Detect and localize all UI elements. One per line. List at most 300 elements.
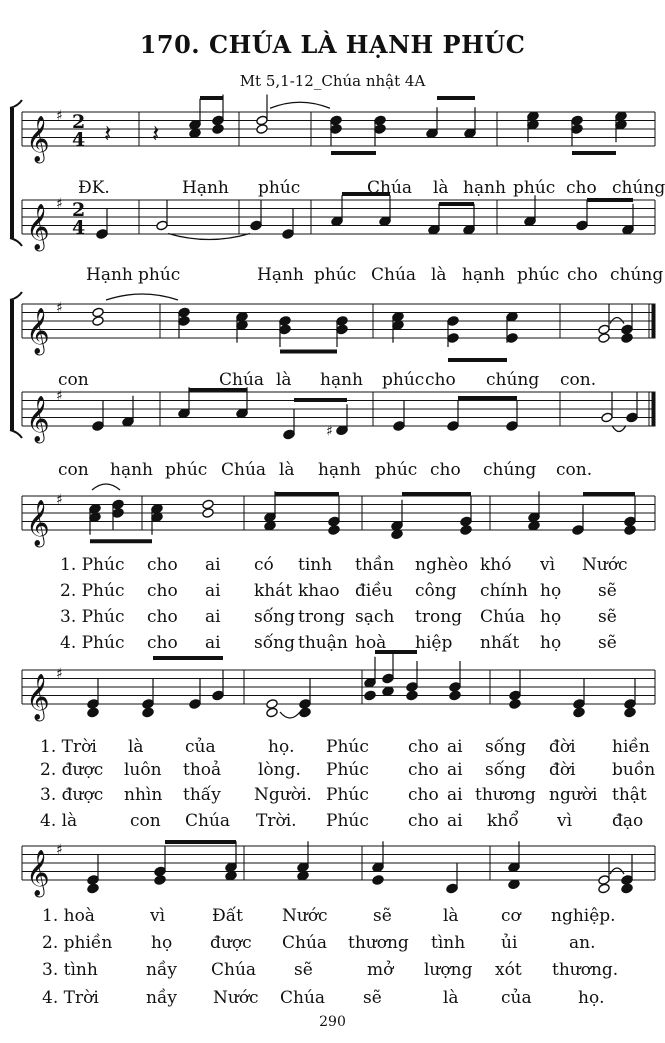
lyric-word: thần (355, 555, 395, 575)
note-head (331, 216, 343, 227)
note-head (372, 875, 384, 886)
lyric-word: sống (485, 760, 526, 780)
quarter-rest-icon: 𝄽 (104, 119, 112, 148)
note-head (527, 111, 539, 122)
lyric-word: nầy (146, 960, 177, 980)
lyric-word: Chúa (221, 460, 267, 480)
beam (200, 96, 223, 100)
lyric-word: nghiệp. (551, 906, 616, 926)
note-head (509, 699, 521, 710)
sharp-accidental-icon: ♯ (326, 423, 333, 440)
note-head (336, 425, 348, 436)
note-head (624, 516, 636, 527)
note-head (449, 682, 461, 693)
system-bracket (10, 300, 14, 430)
lyric-word: đạo (612, 811, 644, 831)
lyric-word: họ (540, 607, 562, 627)
lyric-word: hạnh (462, 265, 505, 285)
note-head (297, 862, 309, 873)
lyric-word: nghèo (415, 555, 469, 575)
song-subtitle: Mt 5,1-12_Chúa nhật 4A (239, 72, 426, 90)
note-head (571, 124, 583, 135)
note-head (282, 229, 294, 240)
note-head (392, 320, 404, 331)
lyric-word: Chúa (367, 178, 413, 198)
treble-clef-icon: 𝄞 (26, 204, 50, 250)
note-head (266, 707, 278, 718)
lyric-word: sẽ (598, 633, 617, 653)
final-barline (652, 304, 655, 338)
note-head (426, 128, 438, 139)
lyric-word: hạnh (318, 460, 361, 480)
key-sharp-icon: ♯ (56, 300, 63, 316)
lyric-word: ai (447, 737, 463, 757)
treble-clef-icon: 𝄞 (26, 674, 50, 720)
bracket-hook (10, 100, 22, 108)
lyric-word: khổ (487, 811, 519, 831)
note-head (622, 224, 634, 235)
time-signature-top: 2 (72, 111, 86, 133)
note-head (236, 408, 248, 419)
beam (583, 492, 635, 496)
note-head (266, 699, 278, 710)
lyric-word: của (185, 737, 216, 757)
lyric-word: họ. (578, 988, 605, 1008)
lyric-word: thương (475, 785, 536, 805)
note-head (328, 516, 340, 527)
note-head (364, 690, 376, 701)
lyric-word: con (58, 370, 89, 390)
note-head (598, 883, 610, 894)
note-head (463, 224, 475, 235)
lyric-word: thuận (298, 633, 348, 653)
note-head (189, 119, 201, 130)
time-signature-bottom: 4 (72, 217, 86, 239)
note-head (508, 862, 520, 873)
lyric-word: họ. (268, 737, 295, 757)
lyric-word: 1. Trời (40, 737, 97, 757)
lyric-word: hạnh (110, 460, 153, 480)
lyric-word: công (415, 581, 457, 601)
note-head (87, 699, 99, 710)
note-head (89, 503, 101, 514)
note-head (330, 124, 342, 135)
lyric-word: điều (355, 581, 393, 601)
note-head (92, 307, 104, 318)
lyric-word: Hạnh (86, 265, 133, 285)
key-sharp-icon: ♯ (56, 492, 63, 508)
lyric-word: là (128, 737, 144, 757)
system-bracket (10, 108, 14, 238)
note-head (202, 499, 214, 510)
note-head (92, 316, 104, 327)
beam (90, 539, 152, 543)
note-head (189, 699, 201, 710)
lyric-word: cho (408, 737, 439, 757)
beam (280, 350, 337, 354)
lyric-word: hạnh (320, 370, 363, 390)
note-head (447, 316, 459, 327)
lyric-word: trong (415, 607, 463, 627)
lyric-word: Nước (282, 906, 328, 926)
lyric-word: là (276, 370, 292, 390)
note-head (189, 128, 201, 139)
note-head (236, 320, 248, 331)
tie (92, 484, 120, 490)
lyric-word: luôn (124, 760, 162, 780)
lyric-word: Chúa (371, 265, 417, 285)
bracket-hook (10, 430, 22, 438)
note-head (393, 421, 405, 432)
lyric-word: sống (254, 633, 295, 653)
lyric-word: Hạnh (257, 265, 304, 285)
note-head (598, 875, 610, 886)
lyric-word: khó (480, 555, 512, 575)
lyric-word: vì (557, 811, 573, 831)
note-head (598, 324, 610, 335)
lyric-word: ai (205, 633, 221, 653)
lyric-word: cho (147, 581, 178, 601)
lyric-word: sẽ (363, 988, 382, 1008)
lyric-word: tinh (298, 555, 333, 575)
lyric-word: chúng (610, 265, 664, 285)
lyric-word: cho (147, 633, 178, 653)
lyric-word: cho (147, 555, 178, 575)
tie (106, 294, 178, 300)
beam (458, 396, 517, 400)
note-head (406, 682, 418, 693)
time-signature-bottom: 4 (72, 129, 86, 151)
lyric-word: phúc (375, 460, 418, 480)
beam (165, 840, 236, 844)
note-head (571, 115, 583, 126)
treble-clef-icon: 𝄞 (26, 308, 50, 354)
lyric-word: sống (485, 737, 526, 757)
lyric-word: vì (150, 906, 166, 926)
note-head (601, 412, 613, 423)
lyric-word: ai (447, 760, 463, 780)
lyric-word: nầy (146, 988, 177, 1008)
note-head (156, 220, 168, 231)
lyric-word: Chúa (219, 370, 265, 390)
lyric-word: sẽ (598, 581, 617, 601)
lyric-word: cho (408, 760, 439, 780)
note-head (87, 707, 99, 718)
lyric-word: là (443, 906, 459, 926)
lyric-word: xót (495, 960, 522, 980)
note-head (283, 429, 295, 440)
lyric-word: thoả (183, 760, 222, 780)
lyric-word: ai (205, 607, 221, 627)
tie (270, 102, 330, 108)
lyric-word: mở (367, 960, 394, 980)
note-head (256, 115, 268, 126)
lyric-word: con (130, 811, 161, 831)
beam (572, 151, 616, 155)
note-head (528, 512, 540, 523)
note-head (142, 699, 154, 710)
note-head (256, 124, 268, 135)
lyric-word: 3. tình (42, 960, 98, 980)
note-head (264, 520, 276, 531)
lyric-word: ĐK. (78, 178, 110, 198)
note-head (406, 690, 418, 701)
lyric-word: thật (612, 785, 647, 805)
note-head (506, 311, 518, 322)
note-head (225, 862, 237, 873)
note-head (447, 421, 459, 432)
lyric-word: Phúc (326, 760, 369, 780)
lyric-word: an. (569, 933, 596, 953)
lyric-word: chính (480, 581, 528, 601)
lyric-word: phúc (513, 178, 556, 198)
lyric-word: 4. là (40, 811, 78, 831)
lyric-word: hạnh (463, 178, 506, 198)
note-head (264, 512, 276, 523)
lyric-word: Đất (212, 906, 243, 926)
lyric-word: Phúc (326, 811, 369, 831)
note-head (87, 883, 99, 894)
note-head (212, 115, 224, 126)
note-head (250, 220, 262, 231)
key-sharp-icon: ♯ (56, 108, 63, 124)
lyric-word: là (433, 178, 449, 198)
beam (587, 198, 633, 202)
note-head (154, 866, 166, 877)
treble-clef-icon: 𝄞 (26, 500, 50, 546)
lyric-word: Chúa (480, 607, 526, 627)
lyric-word: sẽ (598, 607, 617, 627)
tie (280, 712, 300, 718)
note-head (299, 699, 311, 710)
note-head (225, 870, 237, 881)
bracket-hook (10, 292, 22, 300)
beam (153, 656, 223, 660)
lyric-word: thấy (183, 785, 221, 805)
lyric-word: ai (447, 811, 463, 831)
lyric-word: phúc (517, 265, 560, 285)
note-head (621, 324, 633, 335)
lyric-word: sẽ (373, 906, 392, 926)
note-head (506, 421, 518, 432)
lyric-word: 2. được (40, 760, 104, 780)
lyric-word: phúc (382, 370, 425, 390)
note-head (447, 333, 459, 344)
lyric-word: ai (205, 555, 221, 575)
lyric-word: 4. Trời (42, 988, 99, 1008)
note-head (528, 520, 540, 531)
song-title: 170. CHÚA LÀ HẠNH PHÚC (139, 30, 526, 59)
note-head (626, 412, 638, 423)
note-head (573, 707, 585, 718)
lyric-word: cho (430, 460, 461, 480)
note-head (382, 686, 394, 697)
note-head (446, 883, 458, 894)
note-head (573, 699, 585, 710)
key-sharp-icon: ♯ (56, 196, 63, 212)
lyric-word: khát (254, 581, 293, 601)
lyric-word: ủi (501, 933, 518, 953)
note-head (624, 525, 636, 536)
note-head (624, 707, 636, 718)
lyric-word: Người. (254, 785, 312, 805)
lyric-word: Chúa (185, 811, 231, 831)
note-head (212, 124, 224, 135)
lyric-word: 4. Phúc (60, 633, 125, 653)
note-head (328, 525, 340, 536)
note-head (279, 324, 291, 335)
beam (402, 492, 471, 496)
note-head (330, 115, 342, 126)
note-head (236, 311, 248, 322)
note-head (364, 677, 376, 688)
lyric-word: hiền (612, 737, 650, 757)
note-head (428, 224, 440, 235)
lyric-word: Nước (213, 988, 259, 1008)
note-head (122, 416, 134, 427)
beam (437, 96, 475, 100)
note-head (372, 862, 384, 873)
lyric-word: thương. (552, 960, 619, 980)
lyric-word: Hạnh (182, 178, 229, 198)
note-head (178, 408, 190, 419)
lyric-word: ai (205, 581, 221, 601)
lyric-word: chúng (612, 178, 665, 198)
note-head (464, 128, 476, 139)
lyric-word: khao (298, 581, 340, 601)
lyric-word: người (549, 785, 598, 805)
lyric-word: hiệp (415, 633, 453, 653)
lyric-word: ai (447, 785, 463, 805)
lyric-word: nhất (480, 633, 520, 653)
note-head (336, 324, 348, 335)
lyric-word: phúc (165, 460, 208, 480)
lyric-word: cho (566, 178, 597, 198)
note-head (336, 316, 348, 327)
note-head (621, 333, 633, 344)
note-head (527, 119, 539, 130)
lyric-word: cho (408, 785, 439, 805)
note-head (382, 673, 394, 684)
lyric-word: họ (540, 633, 562, 653)
lyric-word: được (210, 933, 252, 953)
note-head (509, 690, 521, 701)
note-head (508, 879, 520, 890)
note-head (576, 220, 588, 231)
lyric-word: phúc (138, 265, 181, 285)
beam (331, 151, 376, 155)
note-head (96, 229, 108, 240)
lyric-word: 1. hoà (42, 906, 95, 926)
note-head (374, 124, 386, 135)
lyric-word: hoà (355, 633, 387, 653)
lyric-word: con (58, 460, 89, 480)
lyric-word: vì (540, 555, 556, 575)
lyric-word: đời (549, 760, 576, 780)
note-head (154, 875, 166, 886)
note-head (299, 707, 311, 718)
note-head (142, 707, 154, 718)
lyric-word: trong (298, 607, 346, 627)
lyric-word: Chúa (280, 988, 326, 1008)
lyric-word: 3. Phúc (60, 607, 125, 627)
lyric-word: phúc (314, 265, 357, 285)
page-number: 290 (319, 1014, 346, 1030)
note-head (460, 525, 472, 536)
note-head (524, 216, 536, 227)
note-head (615, 111, 627, 122)
lyric-word: con. (556, 460, 593, 480)
note-head (621, 875, 633, 886)
beam (448, 358, 507, 362)
time-signature-top: 2 (72, 199, 86, 221)
note-head (506, 333, 518, 344)
note-head (112, 499, 124, 510)
note-head (460, 516, 472, 527)
final-barline (652, 392, 655, 426)
lyric-word: cho (567, 265, 598, 285)
lyric-word: cho (147, 607, 178, 627)
note-head (615, 119, 627, 130)
quarter-rest-icon: 𝄽 (152, 119, 160, 148)
note-head (392, 311, 404, 322)
lyric-word: đời (549, 737, 576, 757)
lyric-word: họ (151, 933, 173, 953)
lyric-word: nhìn (124, 785, 163, 805)
treble-clef-icon: 𝄞 (26, 116, 50, 162)
note-head (151, 503, 163, 514)
key-sharp-icon: ♯ (56, 666, 63, 682)
lyric-word: sống (254, 607, 295, 627)
lyric-word: Phúc (326, 737, 369, 757)
note-head (212, 690, 224, 701)
note-head (621, 883, 633, 894)
lyric-word: lòng. (258, 760, 301, 780)
lyric-word: 2. phiền (42, 933, 113, 953)
note-head (391, 529, 403, 540)
lyric-word: phúc (258, 178, 301, 198)
beam (294, 398, 347, 402)
lyric-word: sẽ (294, 960, 313, 980)
lyric-word: có (254, 555, 274, 575)
treble-clef-icon: 𝄞 (26, 850, 50, 896)
lyric-word: cho (408, 811, 439, 831)
lyric-word: 3. được (40, 785, 104, 805)
note-head (374, 115, 386, 126)
note-head (202, 508, 214, 519)
note-head (87, 875, 99, 886)
lyric-word: thương (348, 933, 409, 953)
lyric-word: Trời. (256, 811, 297, 831)
beam (439, 202, 474, 206)
lyric-word: lượng (424, 960, 473, 980)
key-sharp-icon: ♯ (56, 388, 63, 404)
lyric-word: tình (431, 933, 466, 953)
note-head (178, 316, 190, 327)
note-head (279, 316, 291, 327)
key-sharp-icon: ♯ (56, 842, 63, 858)
lyric-word: của (501, 988, 532, 1008)
note-head (92, 421, 104, 432)
note-head (572, 525, 584, 536)
lyric-word: 1. Phúc (60, 555, 125, 575)
lyric-word: 2. Phúc (60, 581, 125, 601)
lyric-word: con. (560, 370, 597, 390)
note-head (391, 520, 403, 531)
lyric-word: cho (425, 370, 456, 390)
note-head (624, 699, 636, 710)
bracket-hook (10, 238, 22, 246)
